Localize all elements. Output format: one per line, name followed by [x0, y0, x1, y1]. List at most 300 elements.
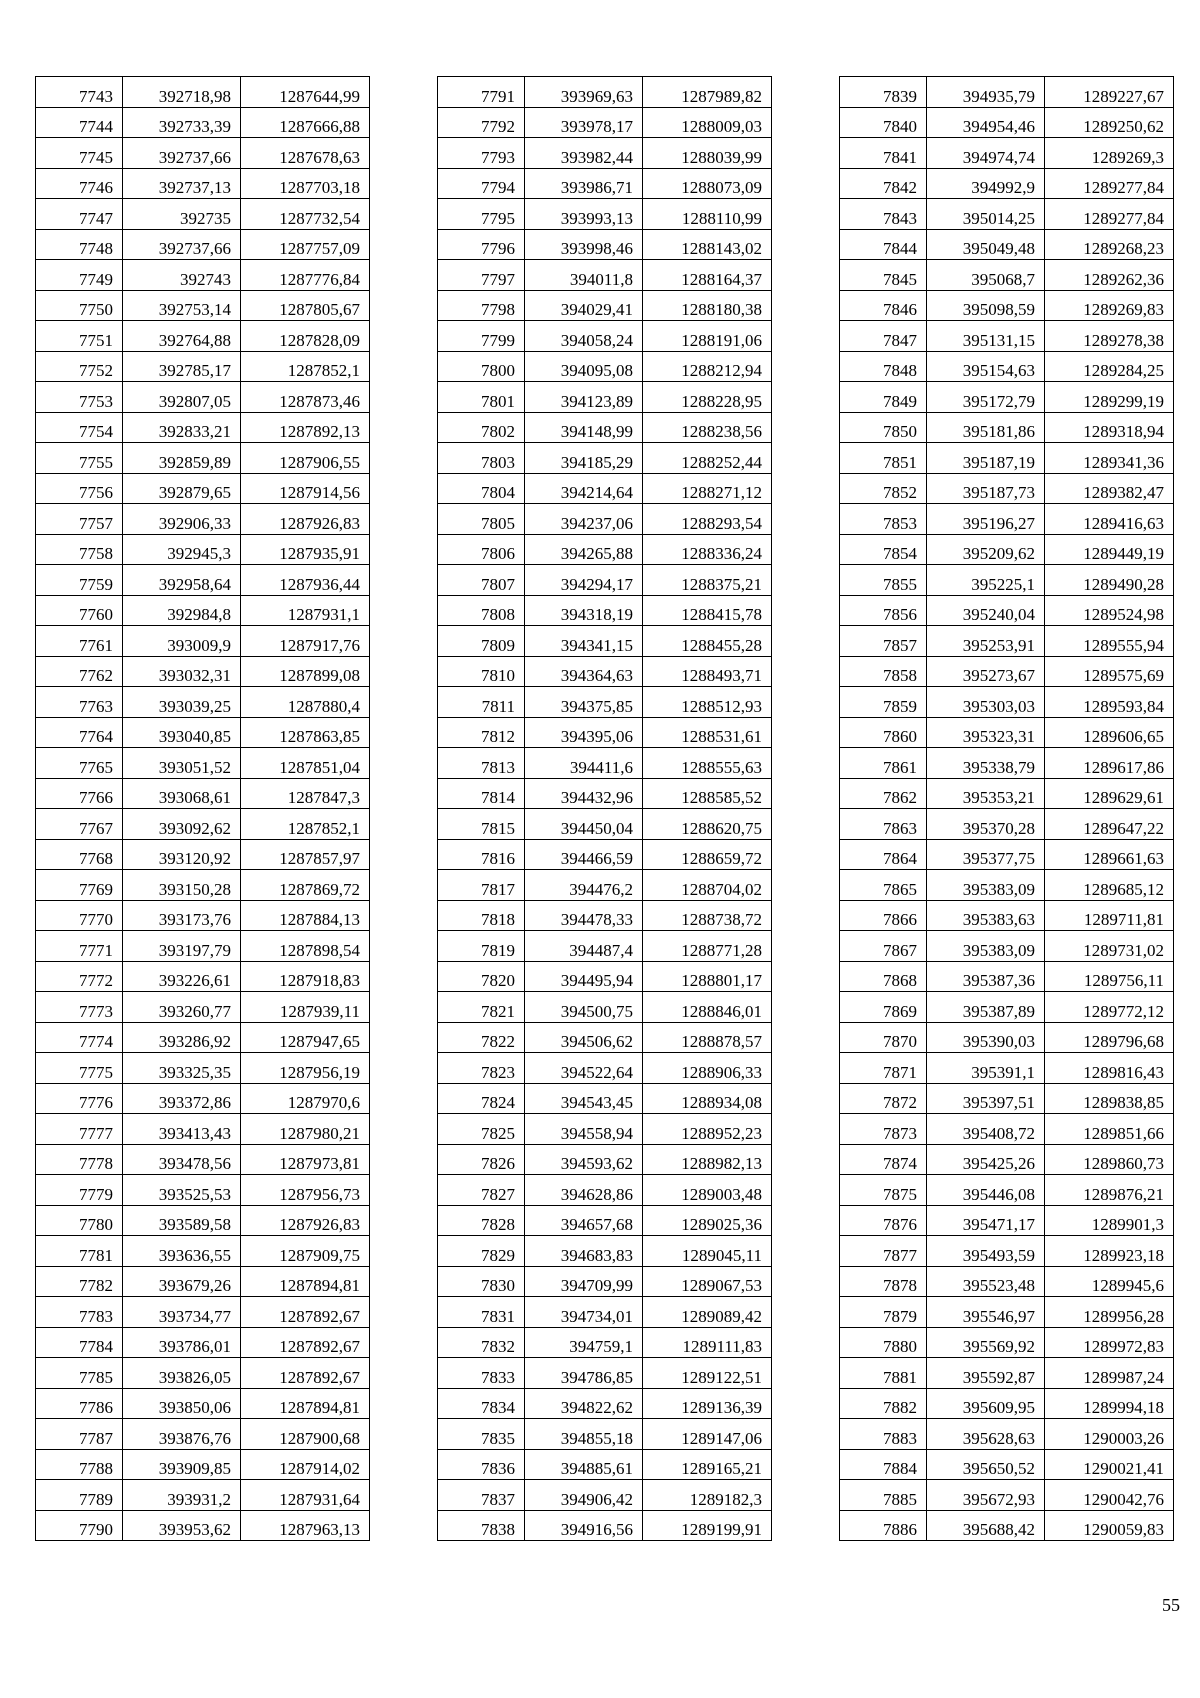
y-coordinate-cell: 1289685,12	[1045, 870, 1174, 901]
x-coordinate-cell: 393786,01	[123, 1327, 241, 1358]
table-row	[840, 77, 1174, 108]
x-coordinate-cell: 393372,86	[123, 1083, 241, 1114]
y-coordinate-cell: 1288073,09	[643, 168, 772, 199]
y-coordinate-cell: 1288455,28	[643, 626, 772, 657]
x-coordinate-cell: 394095,08	[525, 351, 643, 382]
table-row	[840, 1388, 1174, 1419]
point-number-cell: 7828	[438, 1205, 525, 1236]
table-row	[840, 626, 1174, 657]
y-coordinate-cell: 1287970,6	[241, 1083, 370, 1114]
x-coordinate-cell: 393850,06	[123, 1388, 241, 1419]
x-coordinate-cell: 395338,79	[927, 748, 1045, 779]
y-coordinate-cell: 1287851,04	[241, 748, 370, 779]
table-row	[840, 1114, 1174, 1145]
y-coordinate-cell: 1287666,88	[241, 107, 370, 138]
point-number-cell: 7832	[438, 1327, 525, 1358]
point-number-cell: 7794	[438, 168, 525, 199]
y-coordinate-cell: 1289449,19	[1045, 534, 1174, 565]
point-number-cell: 7798	[438, 290, 525, 321]
y-coordinate-cell: 1289199,91	[643, 1510, 772, 1541]
x-coordinate-cell: 393413,43	[123, 1114, 241, 1145]
x-coordinate-cell: 394341,15	[525, 626, 643, 657]
table-row	[438, 595, 772, 626]
point-number-cell: 7867	[840, 931, 927, 962]
point-number-cell: 7847	[840, 321, 927, 352]
point-number-cell: 7805	[438, 504, 525, 535]
table-row	[438, 260, 772, 291]
x-coordinate-cell: 395196,27	[927, 504, 1045, 535]
table-row	[438, 1419, 772, 1450]
table-row	[840, 138, 1174, 169]
y-coordinate-cell: 1288982,13	[643, 1144, 772, 1175]
x-coordinate-cell: 395187,73	[927, 473, 1045, 504]
x-coordinate-cell: 392785,17	[123, 351, 241, 382]
x-coordinate-cell: 394657,68	[525, 1205, 643, 1236]
y-coordinate-cell: 1287852,1	[241, 809, 370, 840]
point-number-cell: 7812	[438, 717, 525, 748]
x-coordinate-cell: 395353,21	[927, 778, 1045, 809]
table-row	[36, 992, 370, 1023]
x-coordinate-cell: 395181,86	[927, 412, 1045, 443]
y-coordinate-cell: 1289987,24	[1045, 1358, 1174, 1389]
y-coordinate-cell: 1287936,44	[241, 565, 370, 596]
x-coordinate-cell: 395408,72	[927, 1114, 1045, 1145]
table-row	[840, 534, 1174, 565]
x-coordinate-cell: 395323,31	[927, 717, 1045, 748]
point-number-cell: 7843	[840, 199, 927, 230]
table-row	[438, 687, 772, 718]
table-row	[438, 1297, 772, 1328]
y-coordinate-cell: 1288271,12	[643, 473, 772, 504]
table-row	[840, 1327, 1174, 1358]
x-coordinate-cell: 393068,61	[123, 778, 241, 809]
x-coordinate-cell: 395187,19	[927, 443, 1045, 474]
table-row	[438, 534, 772, 565]
x-coordinate-cell: 393009,9	[123, 626, 241, 657]
table-row	[840, 565, 1174, 596]
y-coordinate-cell: 1289278,38	[1045, 321, 1174, 352]
point-number-cell: 7829	[438, 1236, 525, 1267]
table-row	[36, 839, 370, 870]
point-number-cell: 7826	[438, 1144, 525, 1175]
x-coordinate-cell: 395098,59	[927, 290, 1045, 321]
point-number-cell: 7777	[36, 1114, 123, 1145]
x-coordinate-cell: 395446,08	[927, 1175, 1045, 1206]
point-number-cell: 7854	[840, 534, 927, 565]
y-coordinate-cell: 1287873,46	[241, 382, 370, 413]
table-row	[438, 748, 772, 779]
table-row	[36, 1449, 370, 1480]
x-coordinate-cell: 393986,71	[525, 168, 643, 199]
y-coordinate-cell: 1287939,11	[241, 992, 370, 1023]
x-coordinate-cell: 395383,63	[927, 900, 1045, 931]
y-coordinate-cell: 1289284,25	[1045, 351, 1174, 382]
table-row	[36, 1205, 370, 1236]
point-number-cell: 7865	[840, 870, 927, 901]
x-coordinate-cell: 395240,04	[927, 595, 1045, 626]
y-coordinate-cell: 1289661,63	[1045, 839, 1174, 870]
point-number-cell: 7770	[36, 900, 123, 931]
table-row	[36, 534, 370, 565]
y-coordinate-cell: 1287935,91	[241, 534, 370, 565]
table-row	[36, 1358, 370, 1389]
point-number-cell: 7746	[36, 168, 123, 199]
y-coordinate-cell: 1287863,85	[241, 717, 370, 748]
point-number-cell: 7796	[438, 229, 525, 260]
table-row	[840, 107, 1174, 138]
table-row	[840, 992, 1174, 1023]
y-coordinate-cell: 1289136,39	[643, 1388, 772, 1419]
y-coordinate-cell: 1289227,67	[1045, 77, 1174, 108]
point-number-cell: 7855	[840, 565, 927, 596]
point-number-cell: 7844	[840, 229, 927, 260]
point-number-cell: 7795	[438, 199, 525, 230]
x-coordinate-cell: 393993,13	[525, 199, 643, 230]
table-row	[438, 565, 772, 596]
x-coordinate-cell: 395523,48	[927, 1266, 1045, 1297]
y-coordinate-cell: 1289416,63	[1045, 504, 1174, 535]
table-row	[438, 961, 772, 992]
table-row	[840, 168, 1174, 199]
y-coordinate-cell: 1287757,09	[241, 229, 370, 260]
point-number-cell: 7806	[438, 534, 525, 565]
y-coordinate-cell: 1288252,44	[643, 443, 772, 474]
x-coordinate-cell: 393931,2	[123, 1480, 241, 1511]
point-number-cell: 7877	[840, 1236, 927, 1267]
x-coordinate-cell: 392833,21	[123, 412, 241, 443]
y-coordinate-cell: 1289003,48	[643, 1175, 772, 1206]
x-coordinate-cell: 395383,09	[927, 931, 1045, 962]
x-coordinate-cell: 395387,89	[927, 992, 1045, 1023]
point-number-cell: 7760	[36, 595, 123, 626]
y-coordinate-cell: 1287732,54	[241, 199, 370, 230]
x-coordinate-cell: 393525,53	[123, 1175, 241, 1206]
y-coordinate-cell: 1289629,61	[1045, 778, 1174, 809]
point-number-cell: 7879	[840, 1297, 927, 1328]
x-coordinate-cell: 395383,09	[927, 870, 1045, 901]
y-coordinate-cell: 1289147,06	[643, 1419, 772, 1450]
y-coordinate-cell: 1288293,54	[643, 504, 772, 535]
point-number-cell: 7758	[36, 534, 123, 565]
y-coordinate-cell: 1289901,3	[1045, 1205, 1174, 1236]
point-number-cell: 7873	[840, 1114, 927, 1145]
point-number-cell: 7786	[36, 1388, 123, 1419]
y-coordinate-cell: 1289593,84	[1045, 687, 1174, 718]
table-row	[840, 382, 1174, 413]
table-row	[840, 870, 1174, 901]
table-row	[840, 290, 1174, 321]
table-row	[438, 626, 772, 657]
y-coordinate-cell: 1287963,13	[241, 1510, 370, 1541]
table-row	[840, 1419, 1174, 1450]
point-number-cell: 7779	[36, 1175, 123, 1206]
point-number-cell: 7755	[36, 443, 123, 474]
point-number-cell: 7788	[36, 1449, 123, 1480]
x-coordinate-cell: 392718,98	[123, 77, 241, 108]
point-number-cell: 7841	[840, 138, 927, 169]
page-number: 55	[1162, 1595, 1180, 1615]
y-coordinate-cell: 1289382,47	[1045, 473, 1174, 504]
table-row	[438, 992, 772, 1023]
x-coordinate-cell: 395049,48	[927, 229, 1045, 260]
table-row	[438, 321, 772, 352]
x-coordinate-cell: 394214,64	[525, 473, 643, 504]
table-row	[438, 443, 772, 474]
y-coordinate-cell: 1289575,69	[1045, 656, 1174, 687]
y-coordinate-cell: 1287980,21	[241, 1114, 370, 1145]
y-coordinate-cell: 1288493,71	[643, 656, 772, 687]
table-row	[840, 229, 1174, 260]
point-number-cell: 7785	[36, 1358, 123, 1389]
y-coordinate-cell: 1288143,02	[643, 229, 772, 260]
x-coordinate-cell: 395650,52	[927, 1449, 1045, 1480]
point-number-cell: 7869	[840, 992, 927, 1023]
table-row	[36, 1297, 370, 1328]
x-coordinate-cell: 392737,13	[123, 168, 241, 199]
y-coordinate-cell: 1287973,81	[241, 1144, 370, 1175]
x-coordinate-cell: 395014,25	[927, 199, 1045, 230]
table-row	[36, 1114, 370, 1145]
table-row	[840, 656, 1174, 687]
point-number-cell: 7836	[438, 1449, 525, 1480]
y-coordinate-cell: 1288110,99	[643, 199, 772, 230]
x-coordinate-cell: 395370,28	[927, 809, 1045, 840]
y-coordinate-cell: 1288415,78	[643, 595, 772, 626]
point-number-cell: 7809	[438, 626, 525, 657]
x-coordinate-cell: 393636,55	[123, 1236, 241, 1267]
table-row	[36, 1236, 370, 1267]
x-coordinate-cell: 395253,91	[927, 626, 1045, 657]
x-coordinate-cell: 394318,19	[525, 595, 643, 626]
x-coordinate-cell: 393826,05	[123, 1358, 241, 1389]
y-coordinate-cell: 1289025,36	[643, 1205, 772, 1236]
point-number-cell: 7845	[840, 260, 927, 291]
x-coordinate-cell: 393679,26	[123, 1266, 241, 1297]
table-row	[438, 107, 772, 138]
table-row	[36, 748, 370, 779]
point-number-cell: 7775	[36, 1053, 123, 1084]
x-coordinate-cell: 395172,79	[927, 382, 1045, 413]
table-row	[36, 809, 370, 840]
x-coordinate-cell: 392859,89	[123, 443, 241, 474]
y-coordinate-cell: 1287847,3	[241, 778, 370, 809]
x-coordinate-cell: 395391,1	[927, 1053, 1045, 1084]
point-number-cell: 7878	[840, 1266, 927, 1297]
table-row	[438, 351, 772, 382]
x-coordinate-cell: 394466,59	[525, 839, 643, 870]
table-row	[840, 900, 1174, 931]
x-coordinate-cell: 392906,33	[123, 504, 241, 535]
y-coordinate-cell: 1289341,36	[1045, 443, 1174, 474]
point-number-cell: 7815	[438, 809, 525, 840]
x-coordinate-cell: 395387,36	[927, 961, 1045, 992]
table-row	[840, 839, 1174, 870]
point-number-cell: 7801	[438, 382, 525, 413]
point-number-cell: 7751	[36, 321, 123, 352]
x-coordinate-cell: 395068,7	[927, 260, 1045, 291]
point-number-cell: 7766	[36, 778, 123, 809]
point-number-cell: 7874	[840, 1144, 927, 1175]
x-coordinate-cell: 394786,85	[525, 1358, 643, 1389]
x-coordinate-cell: 394265,88	[525, 534, 643, 565]
y-coordinate-cell: 1288704,02	[643, 870, 772, 901]
table-row	[438, 168, 772, 199]
point-number-cell: 7831	[438, 1297, 525, 1328]
x-coordinate-cell: 395425,26	[927, 1144, 1045, 1175]
x-coordinate-cell: 394450,04	[525, 809, 643, 840]
x-coordinate-cell: 394432,96	[525, 778, 643, 809]
y-coordinate-cell: 1287956,73	[241, 1175, 370, 1206]
y-coordinate-cell: 1290042,76	[1045, 1480, 1174, 1511]
y-coordinate-cell: 1289299,19	[1045, 382, 1174, 413]
point-number-cell: 7743	[36, 77, 123, 108]
table-row	[840, 931, 1174, 962]
y-coordinate-cell: 1288212,94	[643, 351, 772, 382]
x-coordinate-cell: 393040,85	[123, 717, 241, 748]
x-coordinate-cell: 394294,17	[525, 565, 643, 596]
y-coordinate-cell: 1288738,72	[643, 900, 772, 931]
point-number-cell: 7819	[438, 931, 525, 962]
point-number-cell: 7776	[36, 1083, 123, 1114]
y-coordinate-cell: 1287678,63	[241, 138, 370, 169]
point-number-cell: 7781	[36, 1236, 123, 1267]
point-number-cell: 7780	[36, 1205, 123, 1236]
point-number-cell: 7759	[36, 565, 123, 596]
x-coordinate-cell: 392737,66	[123, 229, 241, 260]
x-coordinate-cell: 394411,6	[525, 748, 643, 779]
point-number-cell: 7797	[438, 260, 525, 291]
table-row	[438, 717, 772, 748]
y-coordinate-cell: 1289731,02	[1045, 931, 1174, 962]
point-number-cell: 7763	[36, 687, 123, 718]
table-row	[438, 809, 772, 840]
y-coordinate-cell: 1287644,99	[241, 77, 370, 108]
table-row	[438, 870, 772, 901]
table-row	[36, 351, 370, 382]
point-number-cell: 7792	[438, 107, 525, 138]
table-row	[36, 1175, 370, 1206]
x-coordinate-cell: 394478,33	[525, 900, 643, 931]
x-coordinate-cell: 394148,99	[525, 412, 643, 443]
table-row	[840, 473, 1174, 504]
x-coordinate-cell: 395609,95	[927, 1388, 1045, 1419]
y-coordinate-cell: 1288164,37	[643, 260, 772, 291]
x-coordinate-cell: 394822,62	[525, 1388, 643, 1419]
table-row	[36, 412, 370, 443]
x-coordinate-cell: 394506,62	[525, 1022, 643, 1053]
point-number-cell: 7834	[438, 1388, 525, 1419]
y-coordinate-cell: 1287892,67	[241, 1327, 370, 1358]
point-number-cell: 7880	[840, 1327, 927, 1358]
y-coordinate-cell: 1288585,52	[643, 778, 772, 809]
y-coordinate-cell: 1289089,42	[643, 1297, 772, 1328]
y-coordinate-cell: 1289994,18	[1045, 1388, 1174, 1419]
y-coordinate-cell: 1289816,43	[1045, 1053, 1174, 1084]
y-coordinate-cell: 1288906,33	[643, 1053, 772, 1084]
y-coordinate-cell: 1288659,72	[643, 839, 772, 870]
point-number-cell: 7784	[36, 1327, 123, 1358]
x-coordinate-cell: 395377,75	[927, 839, 1045, 870]
y-coordinate-cell: 1287880,4	[241, 687, 370, 718]
table-row	[36, 1022, 370, 1053]
y-coordinate-cell: 1288238,56	[643, 412, 772, 443]
table-row	[36, 656, 370, 687]
x-coordinate-cell: 393120,92	[123, 839, 241, 870]
table-row	[36, 1480, 370, 1511]
x-coordinate-cell: 392807,05	[123, 382, 241, 413]
y-coordinate-cell: 1289972,83	[1045, 1327, 1174, 1358]
x-coordinate-cell: 394954,46	[927, 107, 1045, 138]
y-coordinate-cell: 1287894,81	[241, 1266, 370, 1297]
y-coordinate-cell: 1287931,64	[241, 1480, 370, 1511]
x-coordinate-cell: 395131,15	[927, 321, 1045, 352]
y-coordinate-cell: 1289165,21	[643, 1449, 772, 1480]
table-row	[36, 1327, 370, 1358]
x-coordinate-cell: 392753,14	[123, 290, 241, 321]
table-row	[36, 1510, 370, 1541]
point-number-cell: 7849	[840, 382, 927, 413]
point-number-cell: 7840	[840, 107, 927, 138]
point-number-cell: 7830	[438, 1266, 525, 1297]
x-coordinate-cell: 394058,24	[525, 321, 643, 352]
point-number-cell: 7773	[36, 992, 123, 1023]
y-coordinate-cell: 1289606,65	[1045, 717, 1174, 748]
table-row	[438, 1083, 772, 1114]
y-coordinate-cell: 1287852,1	[241, 351, 370, 382]
table-row	[36, 1144, 370, 1175]
point-number-cell: 7862	[840, 778, 927, 809]
x-coordinate-cell: 394123,89	[525, 382, 643, 413]
x-coordinate-cell: 394974,74	[927, 138, 1045, 169]
point-number-cell: 7748	[36, 229, 123, 260]
x-coordinate-cell: 392879,65	[123, 473, 241, 504]
point-number-cell: 7764	[36, 717, 123, 748]
y-coordinate-cell: 1289067,53	[643, 1266, 772, 1297]
table-row	[840, 1053, 1174, 1084]
x-coordinate-cell: 394487,4	[525, 931, 643, 962]
x-coordinate-cell: 395592,87	[927, 1358, 1045, 1389]
y-coordinate-cell: 1288531,61	[643, 717, 772, 748]
x-coordinate-cell: 393260,77	[123, 992, 241, 1023]
table-row	[438, 1480, 772, 1511]
point-number-cell: 7762	[36, 656, 123, 687]
y-coordinate-cell: 1287909,75	[241, 1236, 370, 1267]
y-coordinate-cell: 1290003,26	[1045, 1419, 1174, 1450]
table-row	[840, 687, 1174, 718]
y-coordinate-cell: 1289524,98	[1045, 595, 1174, 626]
point-number-cell: 7885	[840, 1480, 927, 1511]
y-coordinate-cell: 1287776,84	[241, 260, 370, 291]
x-coordinate-cell: 393982,44	[525, 138, 643, 169]
table-row	[840, 1297, 1174, 1328]
x-coordinate-cell: 394395,06	[525, 717, 643, 748]
y-coordinate-cell: 1288009,03	[643, 107, 772, 138]
point-number-cell: 7881	[840, 1358, 927, 1389]
point-number-cell: 7886	[840, 1510, 927, 1541]
point-number-cell: 7858	[840, 656, 927, 687]
table-row	[438, 1358, 772, 1389]
y-coordinate-cell: 1289490,28	[1045, 565, 1174, 596]
y-coordinate-cell: 1288934,08	[643, 1083, 772, 1114]
x-coordinate-cell: 393969,63	[525, 77, 643, 108]
point-number-cell: 7814	[438, 778, 525, 809]
point-number-cell: 7791	[438, 77, 525, 108]
table-row	[438, 1022, 772, 1053]
y-coordinate-cell: 1288952,23	[643, 1114, 772, 1145]
y-coordinate-cell: 1287805,67	[241, 290, 370, 321]
point-number-cell: 7799	[438, 321, 525, 352]
point-number-cell: 7882	[840, 1388, 927, 1419]
